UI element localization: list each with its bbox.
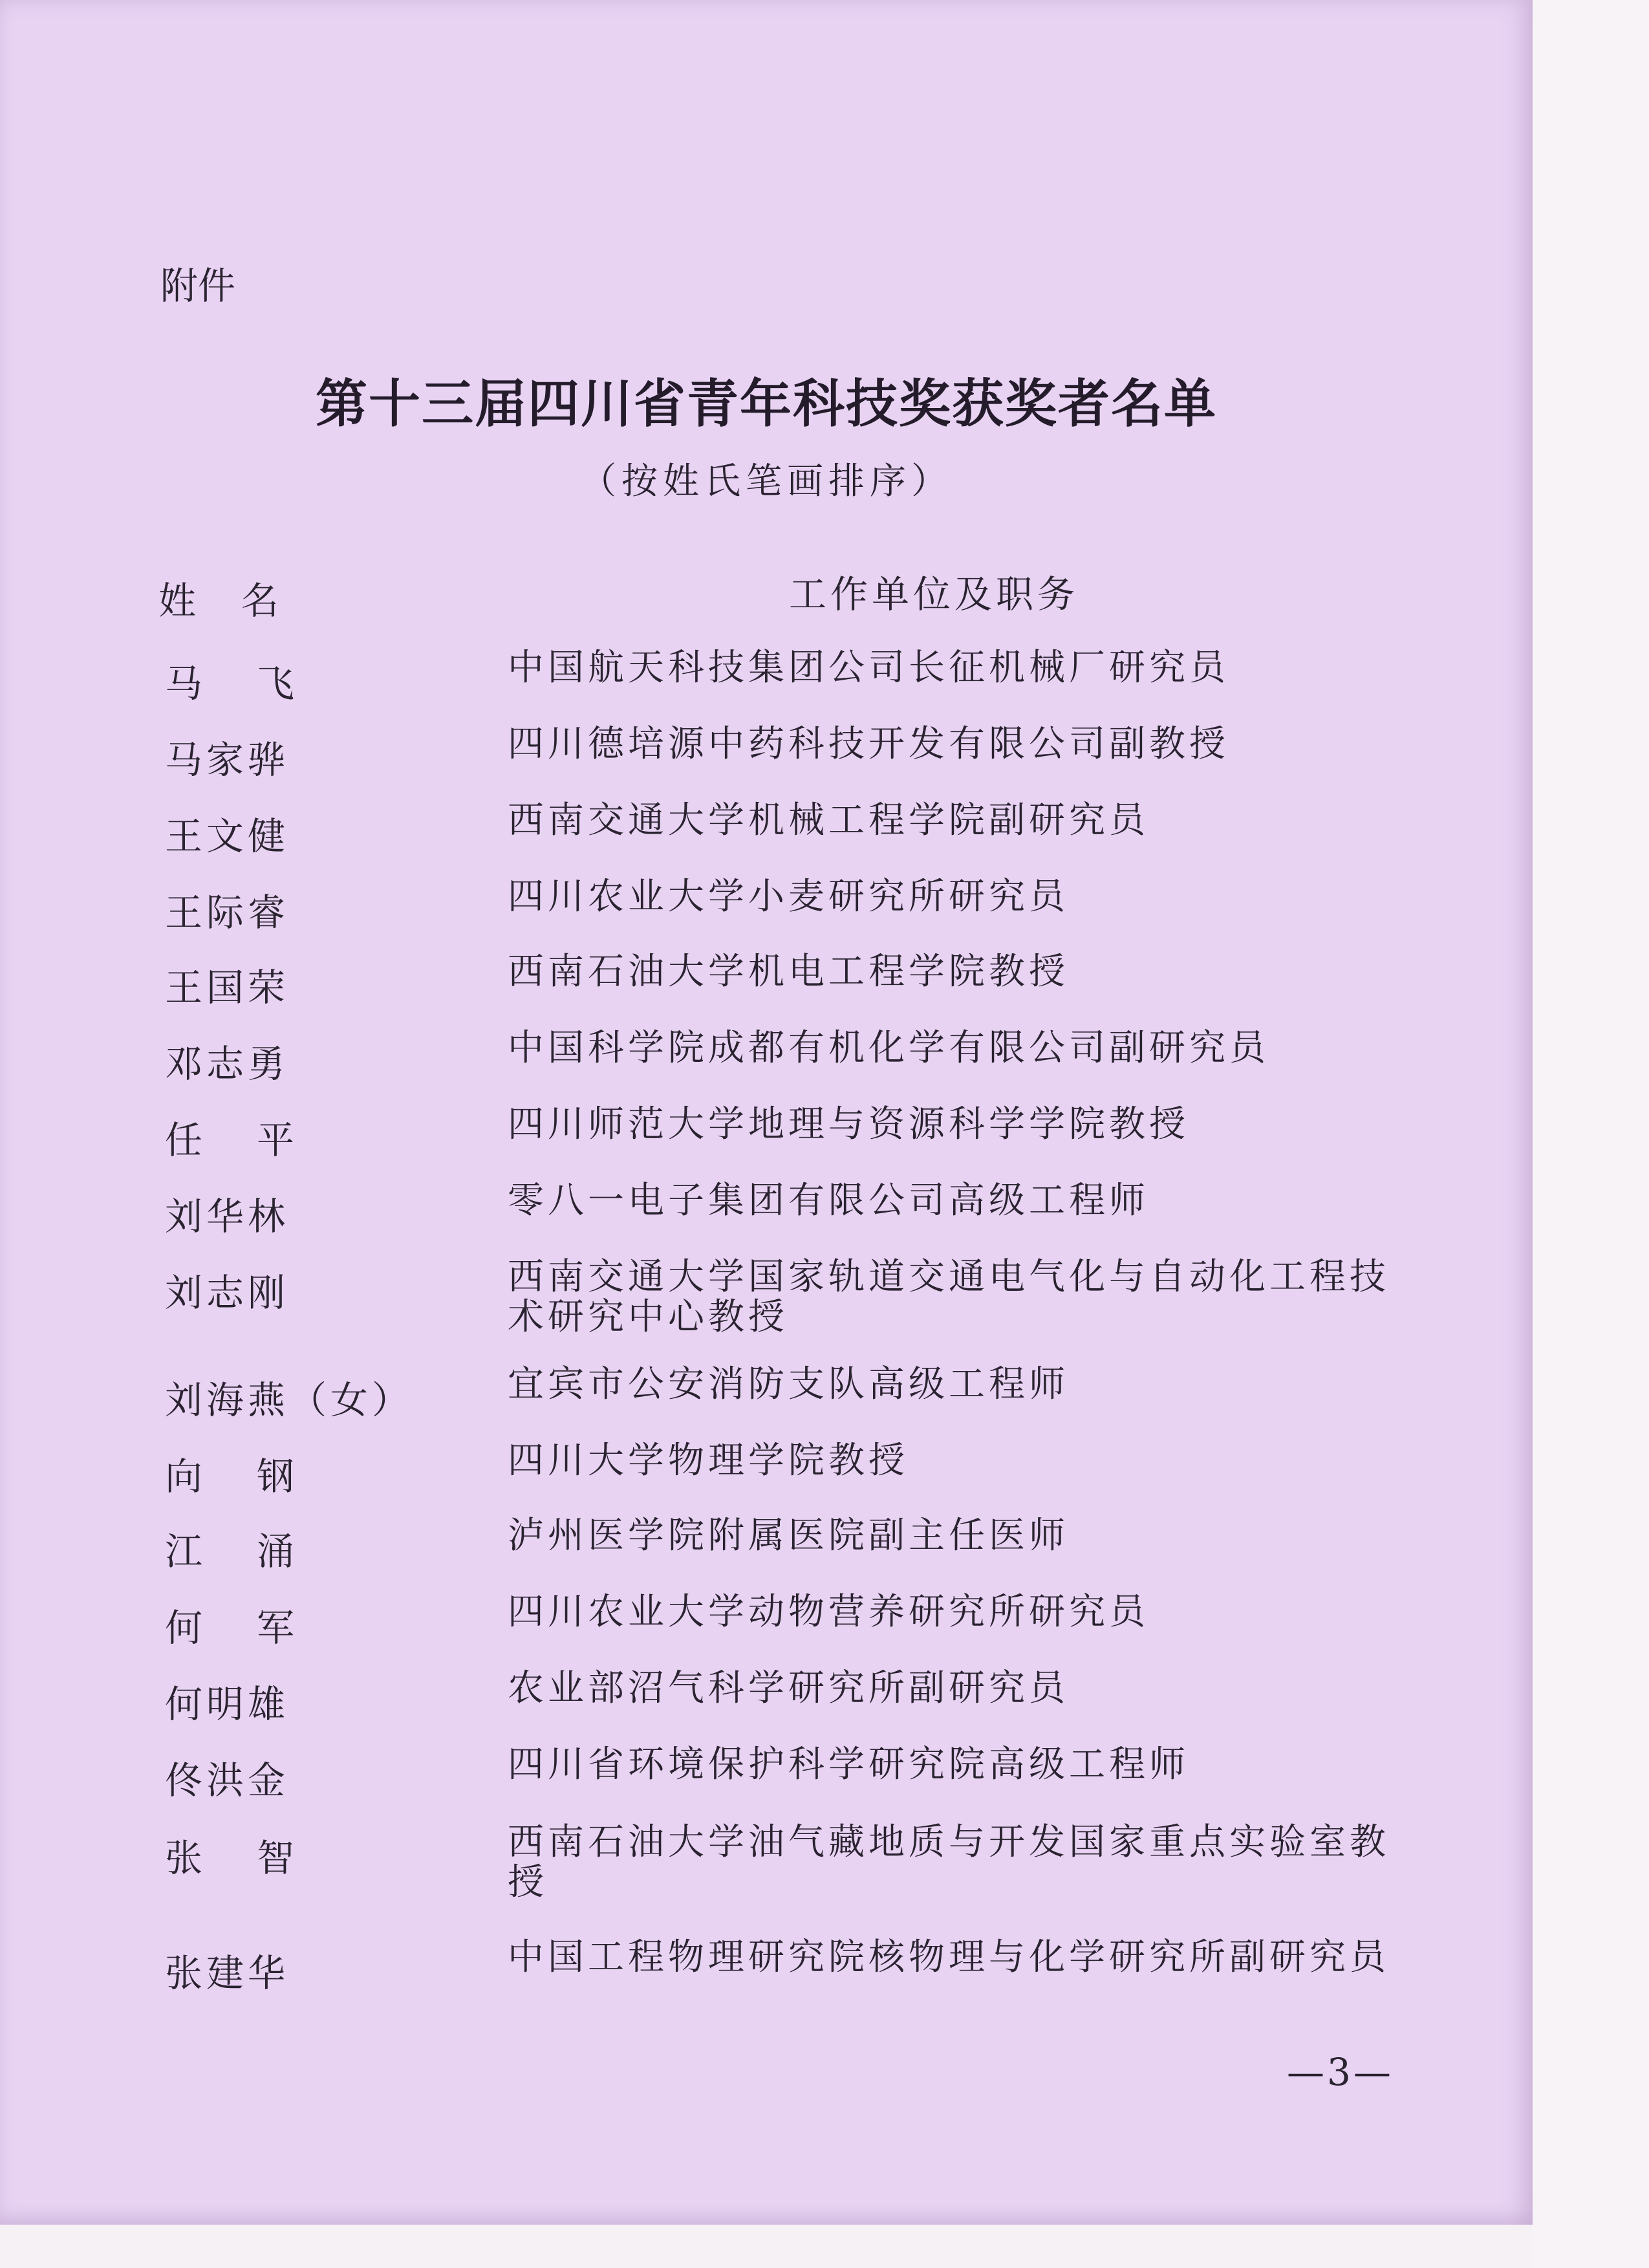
awardee-organization: 零八一电子集团有限公司高级工程师 <box>508 1180 1149 1222</box>
awardee-name: 江涌 <box>165 1529 349 1573</box>
awardee-organization: 泸州医学院附属医院副主任医师 <box>508 1515 1069 1557</box>
awardee-name: 佟洪金 <box>165 1758 290 1802</box>
awardee-organization: 中国航天科技集团公司长征机械厂研究员 <box>508 647 1229 689</box>
awardee-name: 马家骅 <box>165 738 290 782</box>
awardee-name: 任平 <box>165 1118 349 1162</box>
awardee-organization: 农业部沼气科学研究所副研究员 <box>508 1667 1069 1709</box>
awardee-name: 王国荣 <box>165 966 290 1010</box>
awardee-organization: 西南石油大学机电工程学院教授 <box>508 951 1069 993</box>
awardee-name: 刘志刚 <box>165 1271 290 1315</box>
awardee-organization: 四川省环境保护科学研究院高级工程师 <box>508 1744 1189 1786</box>
awardee-organization: 四川大学物理学院教授 <box>508 1440 909 1482</box>
awardee-name: 刘海燕（女） <box>165 1378 414 1422</box>
awardee-name: 何军 <box>165 1606 349 1650</box>
attachment-label: 附件 <box>160 264 236 308</box>
awardee-organization: 中国科学院成都有机化学有限公司副研究员 <box>508 1027 1269 1069</box>
awardee-organization: 宜宾市公安消防支队高级工程师 <box>508 1363 1069 1405</box>
awardee-name: 王际睿 <box>165 891 290 934</box>
column-header-organization: 工作单位及职务 <box>789 572 1079 616</box>
awardee-organization: 四川农业大学小麦研究所研究员 <box>508 876 1069 918</box>
awardee-name: 马飞 <box>165 662 349 706</box>
awardee-organization: 四川德培源中药科技开发有限公司副教授 <box>508 723 1229 765</box>
page-margin-bottom <box>0 2225 1533 2268</box>
awardee-name: 王文健 <box>165 814 290 858</box>
awardee-name: 张建华 <box>165 1951 290 1995</box>
awardee-organization: 四川农业大学动物营养研究所研究员 <box>508 1591 1149 1633</box>
awardee-organization: 中国工程物理研究院核物理与化学研究所副研究员 <box>508 1936 1390 1978</box>
awardee-organization: 西南交通大学国家轨道交通电气化与自动化工程技术研究中心教授 <box>508 1256 1390 1338</box>
awardee-name: 张智 <box>165 1836 349 1880</box>
page-number: —3— <box>1287 2050 1394 2094</box>
awardee-name: 何明雄 <box>165 1682 290 1726</box>
awardee-name: 邓志勇 <box>165 1042 290 1086</box>
page-margin-right <box>1533 0 1649 2268</box>
document-subtitle: （按姓氏笔画排序） <box>580 460 953 502</box>
document-title: 第十三届四川省青年科技奖获奖者名单 <box>316 374 1217 434</box>
awardee-name: 刘华林 <box>165 1194 290 1238</box>
awardee-organization: 四川师范大学地理与资源科学学院教授 <box>508 1103 1189 1145</box>
awardee-organization: 西南石油大学油气藏地质与开发国家重点实验室教授 <box>508 1821 1390 1903</box>
awardee-name: 向钢 <box>165 1454 349 1498</box>
column-header-name: 姓名 <box>158 579 325 623</box>
awardee-organization: 西南交通大学机械工程学院副研究员 <box>508 799 1149 841</box>
